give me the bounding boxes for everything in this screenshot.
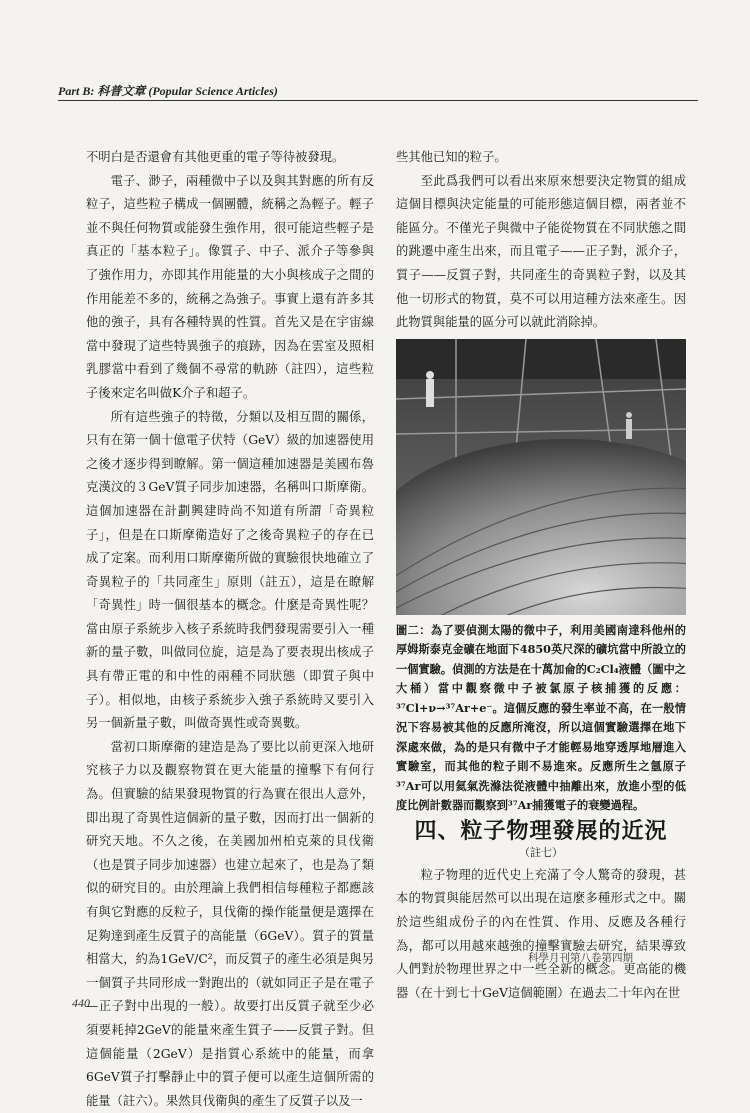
section-heading: 四、粒子物理發展的近況	[414, 818, 668, 844]
paragraph: 所有這些強子的特徵，分類以及相互間的關係，只有在第一個十億電子伏特（GeV）級的加速器使用之後才逐步得到瞭解。第一個這種加速器是美國布魯克漢汶的３GeV質子同步加速器，名稱叫口斯摩衛。這個加速器在計劃興建時尚不知道有所謂「奇異粒子」，但是在口斯摩衛造好了之後奇異粒子的存在已成了定案。而利用口斯摩衛所做的實驗很快地確立了奇異粒子的「共同產生」原則（註五），這是在瞭解「奇異性」時一個很基本的概念。什麼是奇異性呢？當由原子系統步入核子系統時我們發現需要引入一種新的量子數，叫做同位旋，這是為了要表現出核成子具有帶正電的和中性的兩種不同狀態（即質子與中子）。相似地，由核子系統步入強子系統時又要引入另一個新量子數，叫做奇異性或奇異數。	[86, 409, 374, 731]
journal-footer: 科學月刊第八卷第四期	[528, 952, 633, 964]
paragraph: 些其他已知的粒子。	[396, 150, 507, 164]
section-note: （註七）	[519, 845, 563, 859]
figure-photo-neutrino-tank	[396, 339, 686, 615]
running-header: Part B: 科普文章 (Popular Science Articles)	[58, 84, 278, 98]
header-rule	[58, 100, 698, 101]
right-column	[396, 146, 686, 1005]
tank-photo-illustration	[396, 339, 686, 615]
paragraph: 不明白是否還會有其他更重的電子等待被發現。	[86, 150, 345, 164]
paragraph: 當初口斯摩衛的建造是為了要比以前更深入地研究核子力以及觀察物質在更大能量的撞擊下有何行為。但實驗的結果發現物質的行為實在很出人意外，即出現了奇異性這個新的量子數，因而打出一個新的研究天地。不久之後，在美國加州柏克萊的貝伐衛（也是質子同步加速器）也建立起來了，也是為了類似的研究目的。由於理論上我們相信每種粒子都應該有與它對應的反粒子，貝伐衛的操作能量便是選擇在足夠達到產生反質子的高能量（6GeV）。質子的質量相當大，約為1GeV/C²，而反質子的產生必須是與另一個質子共同形成一對跑出的（就如同正子是在電子—正子對中出現的一般）。故要打出反質子就至少必須要耗掉2GeV的能量來產生質子——反質子對。但這個能量（2GeV）是指質心系統中的能量，而拿6GeV質子打擊靜止中的質子便可以產生這個所需的能量（註六）。果然貝伐衛與的產生了反質子以及一	[86, 739, 374, 1108]
page-number: 440	[72, 996, 90, 1010]
paragraph: 至此爲我們可以看出來原來想要決定物質的組成這個目標與決定能量的可能形態這個目標，兩者並不能區分。不僅光子與微中子能從物質在不同狀態之間的跳遷中產生出來，而且電子——正子對，派介子，質子——反質子對，共同產生的奇異粒子對，以及其他一切形式的物質，莫不可以用這種方法來產生。因此物質與能量的區分可以就此消除掉。	[396, 173, 686, 330]
paragraph: 粒子物理的近代史上充滿了令人驚奇的發現，甚本的物質與能居然可以出現在這麼多種形式之中。關於這些組成份子的內在性質、作用、反應及各種行為，都可以用越來越強的撞擊實驗去研究，結果導致人們對於物理世界之中一些全新的概念。更高能的機器（在十到七十GeV這個範圍）在過去二十年內在世	[396, 867, 686, 1000]
figure-caption: 圖二：為了要偵測太陽的微中子，利用美國南達科他州的厚姆斯泰克金礦在地面下4850英尺深的礦坑當中所設立的一個實驗。偵測的方法是在十萬加侖的C₂Cl₄液體（圖中之大桶）當中觀察微中子被氯原子核捕獲的反應：³⁷Cl+ν→³⁷Ar+e⁻。這個反應的發生率並不高，在一般情況下容易被其他的反應所淹沒，所以這個實驗選擇在地下深處來做，為的是只有微中子才能輕易地穿透厚地層進入實驗室，而其他的粒子則不易進來。反應所生之氬原子³⁷Ar可以用氦氣洗滌法從液體中抽離出來，放進小型的低度比例計數器而觀察到³⁷Ar捕獲電子的衰變過程。	[396, 622, 686, 813]
paragraph: 電子、渺子，兩種微中子以及與其對應的所有反粒子，這些粒子構成一個團體，統稱之為輕子。輕子並不與任何物質或能發生強作用，很可能這些輕子是真正的「基本粒子」。像質子、中子、派介子等參與了強作用力，亦即其作用能量的大小與核成子之間的作用能差不多的，統稱之為強子。事實上還有許多其他的強子，具有各種特異的性質。首先又是在宇宙線當中發現了這些特異強子的痕跡，因為在雲室及照相乳膠當中看到了幾個不尋常的軌跡（註四），這些粒子後來定名叫做K介子和超子。	[86, 173, 374, 400]
left-column	[86, 146, 374, 1113]
